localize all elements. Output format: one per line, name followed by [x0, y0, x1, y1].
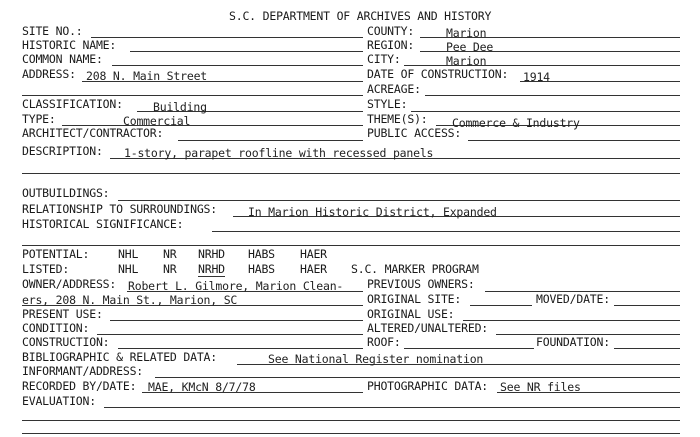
- description-line-2: [22, 173, 680, 174]
- listed-nr: NR: [163, 262, 177, 276]
- bibliographic-value: See National Register nomination: [268, 352, 484, 366]
- outbuildings-line: [118, 200, 680, 201]
- common-name-line: [112, 65, 363, 66]
- listed-nhl: NHL: [118, 262, 139, 276]
- present-use-label: PRESENT USE:: [22, 307, 103, 321]
- outbuildings-label: OUTBUILDINGS:: [22, 186, 110, 200]
- altered-label: ALTERED/UNALTERED:: [367, 321, 489, 335]
- county-value: Marion: [446, 26, 487, 40]
- city-label: CITY:: [367, 52, 401, 66]
- owner-value-line1: Robert L. Gilmore, Marion Clean-: [128, 279, 344, 293]
- description-label: DESCRIPTION:: [22, 144, 103, 158]
- site-no-label: SITE NO.:: [22, 24, 83, 38]
- listed-habs: HABS: [248, 262, 275, 276]
- recorded-by-label: RECORDED BY/DATE:: [22, 379, 137, 393]
- left-blank-line: [22, 95, 363, 96]
- form-header: S.C. DEPARTMENT OF ARCHIVES AND HISTORY: [229, 9, 492, 23]
- historic-name-line: [130, 51, 363, 52]
- city-value: Marion: [446, 54, 487, 68]
- moved-date-line: [614, 305, 680, 306]
- moved-date-label: MOVED/DATE:: [536, 292, 610, 306]
- owner-label: OWNER/ADDRESS:: [22, 277, 117, 291]
- potential-nhl: NHL: [118, 247, 139, 261]
- informant-label: INFORMANT/ADDRESS:: [22, 364, 144, 378]
- public-access-label: PUBLIC ACCESS:: [367, 126, 462, 140]
- site-no-line: [91, 37, 363, 38]
- marker-program-label: S.C. MARKER PROGRAM: [351, 262, 479, 276]
- bibliographic-label: BIBLIOGRAPHIC & RELATED DATA:: [22, 350, 217, 364]
- classification-value: Building: [153, 100, 207, 114]
- relationship-value: In Marion Historic District, Expanded: [248, 205, 497, 219]
- original-site-label: ORIGINAL SITE:: [367, 292, 462, 306]
- historic-name-label: HISTORIC NAME:: [22, 38, 117, 52]
- acreage-line: [425, 95, 680, 96]
- potential-nr: NR: [163, 247, 177, 261]
- foundation-label: FOUNDATION:: [536, 335, 610, 349]
- county-label: COUNTY:: [367, 24, 415, 38]
- original-use-line: [463, 320, 680, 321]
- construction-label: CONSTRUCTION:: [22, 335, 110, 349]
- original-use-label: ORIGINAL USE:: [367, 307, 455, 321]
- type-value: Commercial: [123, 114, 191, 128]
- present-use-line: [110, 320, 363, 321]
- themes-label: THEME(S):: [367, 112, 428, 126]
- region-label: REGION:: [367, 38, 415, 52]
- date-construction-value: 1914: [523, 70, 550, 84]
- listed-nrhd-selected: NRHD: [198, 262, 225, 276]
- roof-line: [404, 348, 534, 349]
- significance-line: [212, 231, 680, 232]
- style-label: STYLE:: [367, 97, 408, 111]
- public-access-line: [468, 140, 680, 141]
- type-label: TYPE:: [22, 112, 56, 126]
- evaluation-label: EVALUATION:: [22, 394, 96, 408]
- potential-nrhd: NRHD: [198, 247, 225, 261]
- evaluation-line: [104, 407, 680, 408]
- common-name-label: COMMON NAME:: [22, 52, 103, 66]
- informant-line: [155, 377, 680, 378]
- condition-label: CONDITION:: [22, 321, 90, 335]
- foundation-line: [614, 348, 680, 349]
- previous-owners-label: PREVIOUS OWNERS:: [367, 277, 475, 291]
- significance-label: HISTORICAL SIGNIFICANCE:: [22, 217, 184, 231]
- significance-line-2: [22, 245, 680, 246]
- acreage-label: ACREAGE:: [367, 82, 421, 96]
- photographic-label: PHOTOGRAPHIC DATA:: [367, 379, 489, 393]
- date-construction-label: DATE OF CONSTRUCTION:: [367, 67, 509, 81]
- evaluation-line-2: [22, 420, 680, 421]
- potential-habs: HABS: [248, 247, 275, 261]
- photographic-value: See NR files: [500, 380, 581, 394]
- evaluation-line-3: [22, 433, 680, 434]
- listed-haer: HAER: [300, 262, 327, 276]
- architect-label: ARCHITECT/CONTRACTOR:: [22, 126, 164, 140]
- listed-label: LISTED:: [22, 262, 70, 276]
- description-value: 1-story, parapet roofline with recessed panels: [124, 146, 434, 160]
- style-line: [411, 111, 680, 112]
- original-site-line: [470, 305, 532, 306]
- construction-line: [118, 348, 363, 349]
- condition-line: [97, 334, 363, 335]
- recorded-by-value: MAE, KMcN 8/7/78: [148, 380, 256, 394]
- address-value: 208 N. Main Street: [86, 69, 208, 83]
- relationship-label: RELATIONSHIP TO SURROUNDINGS:: [22, 202, 217, 216]
- potential-haer: HAER: [300, 247, 327, 261]
- owner-value-line2: ers, 208 N. Main St., Marion, SC: [22, 293, 238, 307]
- themes-value: Commerce & Industry: [452, 116, 580, 130]
- address-label: ADDRESS:: [22, 67, 76, 81]
- roof-label: ROOF:: [367, 335, 401, 349]
- potential-label: POTENTIAL:: [22, 247, 90, 261]
- classification-label: CLASSIFICATION:: [22, 97, 123, 111]
- architect-line: [178, 140, 363, 141]
- region-value: Pee Dee: [446, 40, 494, 54]
